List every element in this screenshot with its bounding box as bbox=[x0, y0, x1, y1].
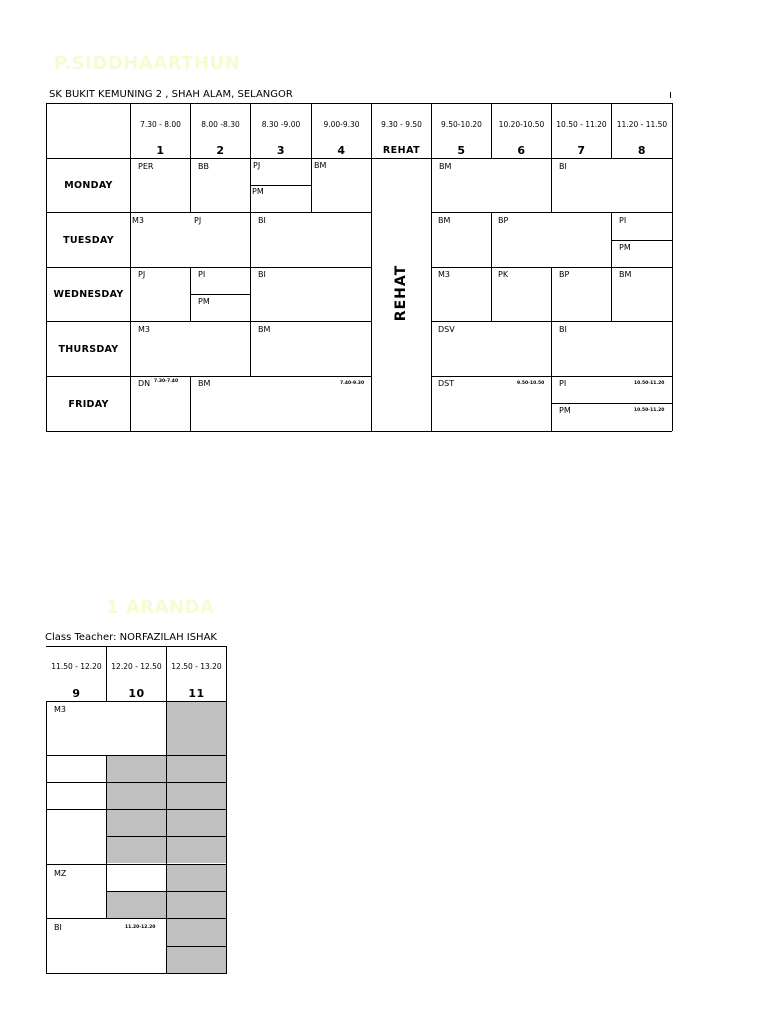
period-number: 6 bbox=[517, 144, 526, 157]
subject-cell: M3 bbox=[138, 325, 150, 334]
subject-cell: MZ bbox=[54, 869, 67, 878]
subject-cell: BM bbox=[258, 325, 271, 334]
school-name: SK BUKIT KEMUNING 2 , SHAH ALAM, SELANGOR bbox=[49, 89, 293, 100]
period-number: 1 bbox=[156, 144, 165, 157]
subject-cell: DN bbox=[138, 379, 151, 388]
period-number: 8 bbox=[637, 144, 647, 157]
subject-cell: BP bbox=[498, 216, 509, 225]
subject-cell: M3 bbox=[438, 270, 450, 279]
period-number: 7 bbox=[577, 144, 586, 157]
time-slot: 7.30 - 8.00 bbox=[140, 120, 181, 129]
time-note: 10.50-11.20 bbox=[634, 381, 665, 386]
subject-cell: PK bbox=[498, 270, 509, 279]
period-number: 3 bbox=[276, 144, 286, 157]
subject-cell: BM bbox=[314, 161, 327, 170]
subject-cell: PJ bbox=[194, 216, 202, 225]
subject-cell: BP bbox=[559, 270, 570, 279]
subject-cell: BI bbox=[559, 162, 567, 171]
subject-cell: PER bbox=[138, 162, 154, 171]
subject-cell: DSV bbox=[438, 325, 455, 334]
time-slot: 9.50-10.20 bbox=[441, 120, 482, 129]
rehat-header: REHAT bbox=[382, 145, 421, 156]
subject-cell: DST bbox=[438, 379, 455, 388]
teacher-name-title: P.SIDDHAARTHUN bbox=[54, 53, 241, 74]
time-slot: 8.00 -8.30 bbox=[201, 120, 240, 129]
time-slot: 9.30 - 9.50 bbox=[381, 120, 422, 129]
day-wednesday: WEDNESDAY bbox=[53, 289, 124, 300]
time-slot: 11.50 - 12.20 bbox=[51, 662, 102, 671]
time-note: 7.30-7.40 bbox=[154, 379, 179, 384]
period-number: 11 bbox=[188, 687, 205, 700]
period-number: 2 bbox=[216, 144, 225, 157]
time-slot: 10.20-10.50 bbox=[498, 120, 545, 129]
period-number: 5 bbox=[457, 144, 466, 157]
day-thursday: THURSDAY bbox=[58, 344, 119, 355]
subject-cell: PM bbox=[559, 406, 571, 415]
time-slot: 10.50 - 11.20 bbox=[556, 120, 607, 129]
subject-cell: BM bbox=[439, 162, 452, 171]
subject-cell: PI bbox=[198, 270, 206, 279]
subject-cell: PI bbox=[559, 379, 567, 388]
day-monday: MONDAY bbox=[64, 180, 113, 191]
day-tuesday: TUESDAY bbox=[63, 235, 114, 246]
period-number: 10 bbox=[128, 687, 145, 700]
subject-cell: BI bbox=[258, 270, 266, 279]
subject-cell: PM bbox=[252, 187, 264, 196]
rehat-break-label: REHAT bbox=[393, 264, 409, 322]
time-slot: 12.20 - 12.50 bbox=[111, 662, 162, 671]
class-name-title: 1 ARANDA bbox=[106, 597, 215, 618]
subject-cell: PI bbox=[619, 216, 627, 225]
time-note: 10.50-11.20 bbox=[634, 408, 665, 413]
subject-cell: BI bbox=[54, 923, 62, 932]
time-slot: 11.20 - 11.50 bbox=[616, 120, 668, 129]
subject-cell: BM bbox=[438, 216, 451, 225]
time-slot: 9.00-9.30 bbox=[323, 120, 360, 129]
subject-cell: PJ bbox=[253, 161, 261, 170]
time-note: 9.50-10.50 bbox=[517, 381, 545, 386]
class-teacher: Class Teacher: NORFAZILAH ISHAK bbox=[45, 632, 217, 643]
subject-cell: PM bbox=[198, 297, 210, 306]
time-note: 11.20-12.20 bbox=[125, 925, 156, 930]
subject-cell: BM bbox=[619, 270, 632, 279]
subject-cell: PM bbox=[619, 243, 631, 252]
period-number: 9 bbox=[72, 687, 81, 700]
subject-cell: M3 bbox=[54, 705, 66, 714]
subject-cell: PJ bbox=[138, 270, 146, 279]
subject-cell: M3 bbox=[132, 216, 144, 225]
subject-cell: BB bbox=[198, 162, 209, 171]
subject-cell: BM bbox=[198, 379, 211, 388]
page-edge-mark bbox=[670, 92, 671, 98]
subject-cell: BI bbox=[559, 325, 567, 334]
time-slot: 8.30 -9.00 bbox=[261, 120, 301, 129]
period-number: 4 bbox=[337, 144, 346, 157]
day-friday: FRIDAY bbox=[68, 399, 109, 410]
time-note: 7.40-9.30 bbox=[340, 381, 365, 386]
subject-cell: BI bbox=[258, 216, 266, 225]
time-slot: 12.50 - 13.20 bbox=[171, 662, 222, 671]
